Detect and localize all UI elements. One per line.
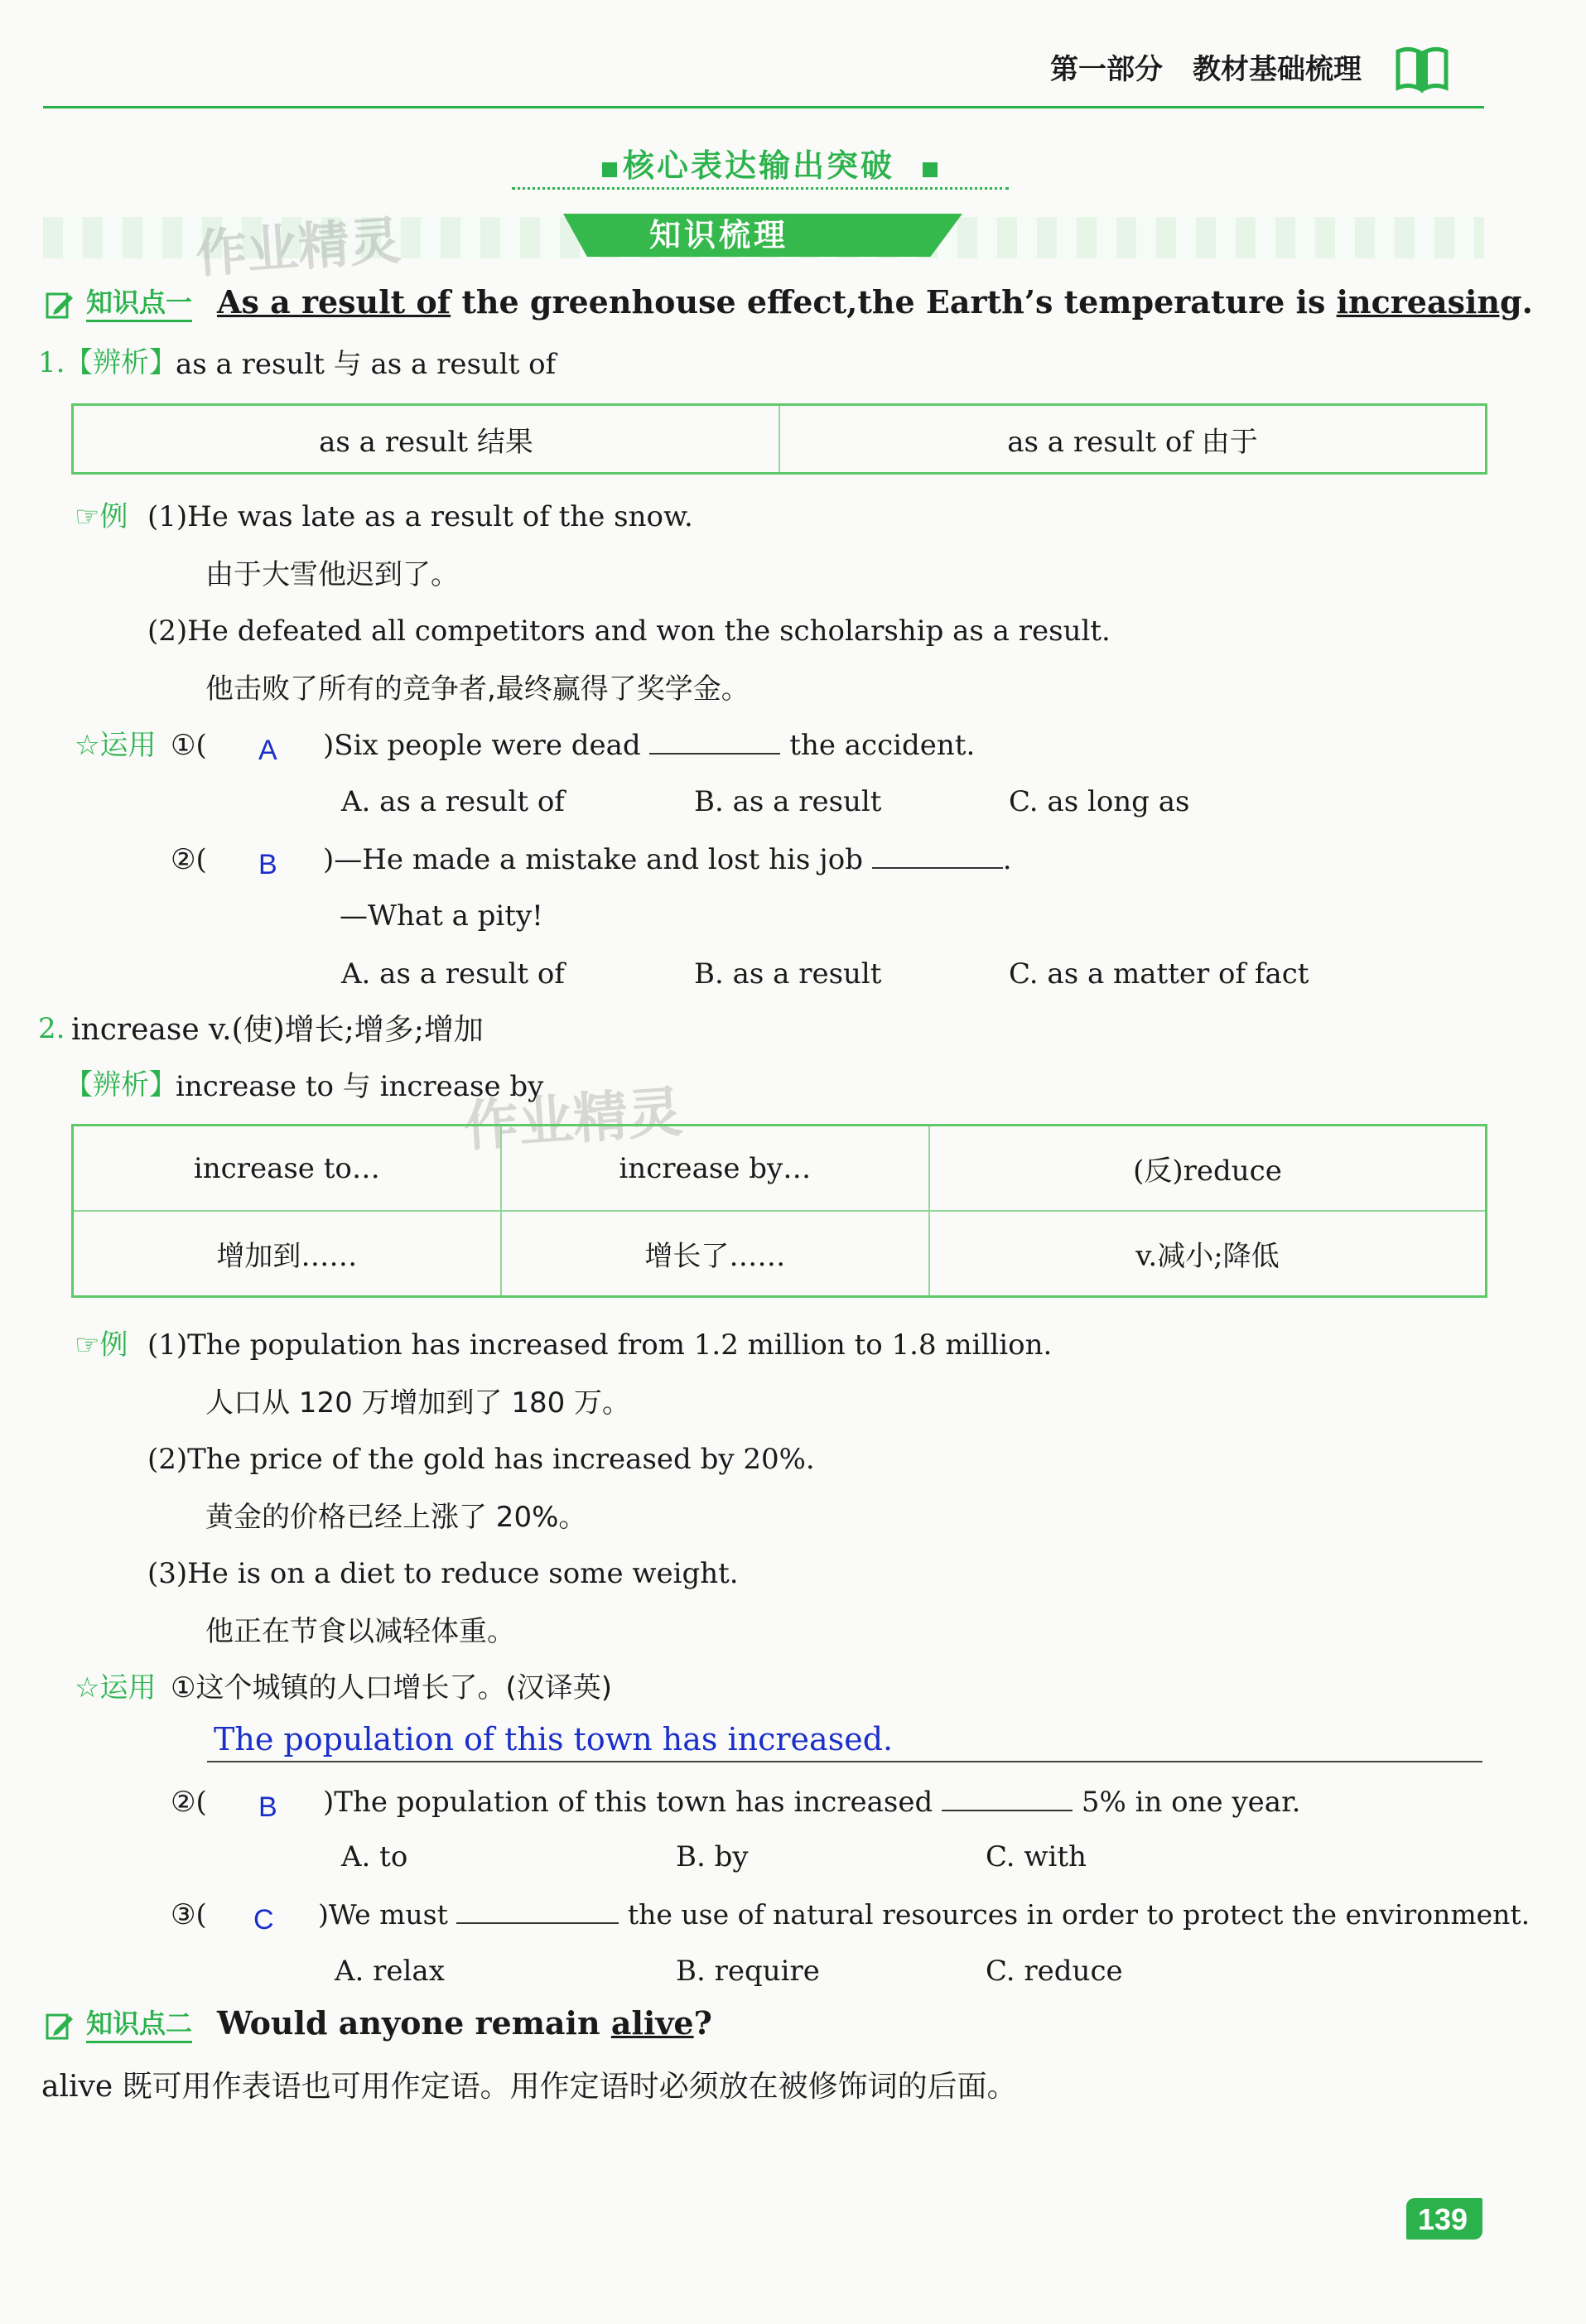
- item2-q3-option-c[interactable]: C. reduce: [986, 1955, 1123, 1988]
- item2-q3-text: [318, 1898, 1530, 1931]
- kp2-note: alive 既可用作表语也可用作定语。用作定语时必须放在被修饰词的后面。: [41, 2070, 1017, 2104]
- header-rule: [43, 106, 1484, 108]
- item2-q1-text: ①这个城镇的人口增长了。(汉译英): [171, 1671, 613, 1704]
- watermark-top: 作业精灵: [193, 210, 403, 285]
- item1-number: 1.: [38, 346, 65, 379]
- item2-example-1-zh: 人口从 120 万增加到了 180 万。: [205, 1386, 631, 1420]
- kp1-sentence-middle: the greenhouse effect,the Earth’s temperature is: [451, 283, 1337, 321]
- item1-q1-option-b[interactable]: B. as a result: [694, 785, 882, 818]
- item1-q2-line2: —What a pity!: [340, 899, 543, 933]
- banner-ribbon-label: 知识梳理: [649, 217, 789, 253]
- item2-head: increase v.(使)增长;增多;增加: [71, 1013, 484, 1047]
- item1-use-label: ☆运用: [75, 729, 157, 762]
- kp2-sentence: [217, 2004, 712, 2042]
- item2-table-r1-c1: increase to…: [73, 1126, 501, 1212]
- item1-q2-answer[interactable]: B: [258, 849, 277, 880]
- kp1-tag: 知识点一: [86, 287, 193, 318]
- item2-q3-text-b: the use of natural resources in order to protect the environment.: [619, 1898, 1531, 1931]
- kp1-sentence-keyword: increasing: [1336, 283, 1522, 321]
- item1-example-1-en: (1)He was late as a result of the snow.: [147, 500, 693, 533]
- item1-q2-text-a: )—He made a mistake and lost his job: [323, 843, 872, 876]
- item2-q2-option-c[interactable]: C. with: [986, 1840, 1087, 1873]
- kp1-sentence-end: .: [1521, 283, 1533, 321]
- item1-q2-text-b: .: [1002, 843, 1012, 876]
- kp1-sentence: [217, 283, 1533, 321]
- page-number: 139: [1418, 2202, 1468, 2236]
- item2-q2-text-b: 5% in one year.: [1073, 1786, 1301, 1819]
- kp1-tag-line: [86, 320, 192, 322]
- item2-use-label: ☆运用: [75, 1671, 157, 1704]
- item2-q1-answer-line: [207, 1761, 1482, 1762]
- item1-q1-option-c[interactable]: C. as long as: [1009, 785, 1190, 818]
- item2-q2-number: ②(: [171, 1786, 207, 1819]
- item2-table-r1-c2: increase by…: [501, 1126, 929, 1212]
- kp2-tag: 知识点二: [86, 2008, 193, 2039]
- item2-q1-answer[interactable]: The population of this town has increased.: [214, 1721, 894, 1757]
- watermark-mid: 作业精灵: [461, 1079, 685, 1160]
- banner-square-left: [602, 162, 617, 177]
- item2-q2-text: [323, 1786, 1300, 1820]
- item1-table-cell-2: as a result of 由于: [779, 405, 1487, 474]
- item2-q2-option-b[interactable]: B. by: [676, 1840, 749, 1873]
- item1-q1-text-a: )Six people were dead: [323, 729, 650, 762]
- item1-q2-number: ②(: [171, 843, 207, 876]
- item2-q2-answer[interactable]: B: [258, 1791, 277, 1823]
- item1-example-2-zh: 他击败了所有的竞争者,最终赢得了奖学金。: [205, 673, 750, 706]
- item2-text: increase to 与 increase by: [176, 1070, 544, 1103]
- item2-number: 2.: [38, 1012, 65, 1045]
- item1-text: as a result 与 as a result of: [176, 348, 557, 381]
- item2-example-3-en: (3)He is on a diet to reduce some weight.: [147, 1557, 739, 1590]
- item1-q1-answer[interactable]: A: [258, 735, 277, 766]
- item2-q2-option-a[interactable]: A. to: [341, 1840, 408, 1873]
- item2-q3-text-a: )We must: [318, 1898, 457, 1931]
- kp2-tag-line: [86, 2041, 192, 2043]
- kp2-sentence-keyword: alive: [610, 2004, 694, 2042]
- item2-table-r2-c3: v.减小;降低: [929, 1211, 1487, 1297]
- item2-example-2-en: (2)The price of the gold has increased by 20%.: [147, 1443, 815, 1476]
- kp2-sentence-a: Would anyone remain: [217, 2004, 611, 2042]
- item1-q2-blank[interactable]: [872, 867, 1003, 869]
- header-part: 第一部分: [1050, 53, 1163, 86]
- item1-tag: 【辨析】: [65, 346, 177, 379]
- item2-example-2-zh: 黄金的价格已经上涨了 20%。: [205, 1501, 587, 1534]
- item2-q3-blank[interactable]: [456, 1922, 619, 1924]
- item1-q1-number: ①(: [171, 729, 207, 762]
- item1-q2-text: [323, 843, 1012, 877]
- kp1-sentence-phrase: As a result of: [217, 283, 451, 321]
- item1-q1-text-b: the accident.: [780, 729, 976, 762]
- item2-q3-answer[interactable]: C: [253, 1904, 274, 1936]
- item1-q2-option-c[interactable]: C. as a matter of fact: [1009, 957, 1309, 991]
- item1-table: [71, 403, 1487, 475]
- kp2-sentence-end: ?: [693, 2004, 712, 2042]
- item2-table-r1-c3: (反)reduce: [929, 1126, 1487, 1212]
- item1-example-2-en: (2)He defeated all competitors and won the scholarship as a result.: [147, 615, 1111, 648]
- item2-example-label: ☞例: [75, 1328, 128, 1362]
- item1-q1-text: [323, 729, 975, 763]
- item2-example-1-en: (1)The population has increased from 1.2 million to 1.8 million.: [147, 1328, 1053, 1362]
- pencil-note-icon: [45, 290, 75, 320]
- item2-example-3-zh: 他正在节食以减轻体重。: [205, 1615, 515, 1648]
- book-icon: [1393, 45, 1451, 93]
- header-section: 教材基础梳理: [1193, 53, 1362, 86]
- item2-table: [71, 1124, 1487, 1298]
- item2-q2-text-a: )The population of this town has increased: [323, 1786, 942, 1819]
- item2-q3-number: ③(: [171, 1898, 207, 1931]
- item2-tag: 【辨析】: [65, 1068, 177, 1102]
- item1-q2-option-a[interactable]: A. as a result of: [341, 957, 565, 991]
- banner-title: 核心表达输出突破: [623, 147, 895, 184]
- banner-dotted-line: [512, 187, 1009, 190]
- item2-table-r2-c1: 增加到……: [73, 1211, 501, 1297]
- item1-q1-blank[interactable]: [649, 753, 780, 755]
- item2-q3-option-b[interactable]: B. require: [676, 1955, 820, 1988]
- item2-table-r2-c2: 增长了……: [501, 1211, 929, 1297]
- item1-example-1-zh: 由于大雪他迟到了。: [205, 558, 459, 591]
- item1-q2-option-b[interactable]: B. as a result: [694, 957, 882, 991]
- pencil-note-icon-2: [45, 2011, 75, 2041]
- item1-q1-option-a[interactable]: A. as a result of: [341, 785, 565, 818]
- item1-example-label: ☞例: [75, 500, 128, 533]
- banner-square-right: [923, 162, 938, 177]
- item2-q3-option-a[interactable]: A. relax: [335, 1955, 445, 1988]
- item1-table-cell-1: as a result 结果: [73, 405, 780, 474]
- item2-q2-blank[interactable]: [942, 1810, 1073, 1811]
